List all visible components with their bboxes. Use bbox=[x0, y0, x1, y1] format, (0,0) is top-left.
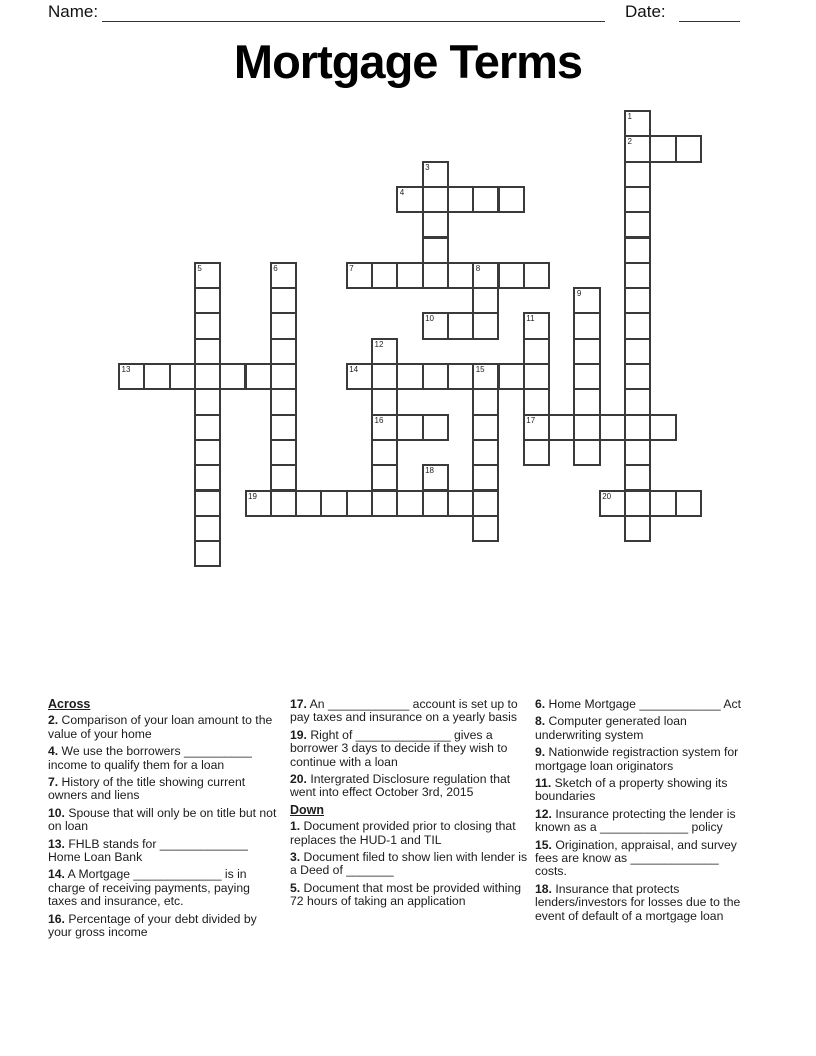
grid-cell bbox=[447, 490, 474, 517]
clue-number: 3. bbox=[290, 850, 301, 865]
cell-number: 12 bbox=[374, 339, 384, 349]
clue-column-2 bbox=[290, 698, 530, 913]
grid-cell bbox=[422, 161, 449, 188]
grid-cell bbox=[472, 439, 499, 466]
clue-list-header: Across bbox=[48, 697, 91, 711]
cell-number: 2 bbox=[627, 137, 632, 147]
grid-cell bbox=[447, 186, 474, 213]
clue-number: 16. bbox=[48, 911, 65, 926]
clue-text: An ____________ account is set up to pay taxes and insurance on a yearly basis bbox=[290, 697, 518, 725]
cell-number: 17 bbox=[526, 415, 536, 425]
grid-cell bbox=[624, 161, 651, 188]
grid-cell bbox=[447, 262, 474, 289]
grid-cell bbox=[624, 464, 651, 491]
clue-number: 2. bbox=[48, 713, 59, 728]
cell-number: 14 bbox=[349, 365, 359, 374]
grid-cell bbox=[422, 414, 449, 441]
grid-cell bbox=[194, 414, 221, 441]
name-label: Name: bbox=[48, 2, 99, 21]
grid-cell bbox=[194, 363, 221, 390]
clue-across-14 bbox=[48, 868, 280, 908]
grid-cell bbox=[422, 464, 449, 491]
date-blank-line bbox=[679, 21, 740, 22]
grid-cell bbox=[245, 490, 272, 517]
grid-cell bbox=[194, 464, 221, 491]
grid-cell bbox=[472, 186, 499, 213]
grid-cell bbox=[143, 363, 170, 390]
clue-text: Percentage of your debt divided by your gross income bbox=[48, 911, 257, 940]
clue-down-12 bbox=[535, 808, 753, 835]
cell-number: 6 bbox=[273, 263, 278, 273]
clue-number: 5. bbox=[290, 880, 301, 895]
grid-cell bbox=[573, 414, 600, 441]
grid-cell bbox=[270, 312, 297, 339]
clue-column-3 bbox=[535, 698, 753, 927]
clue-text: We use the borrowers __________ income to qualify them for a loan bbox=[48, 744, 252, 772]
clue-text: Home Mortgage ____________ Act bbox=[545, 697, 741, 711]
grid-cell bbox=[624, 414, 651, 441]
grid-cell bbox=[472, 414, 499, 441]
clue-across-16 bbox=[48, 913, 280, 940]
clue-text: Document that most be provided withing 72 hours of taking an application bbox=[290, 880, 522, 909]
clue-text: FHLB stands for _____________ Home Loan Bank bbox=[48, 836, 248, 865]
grid-cell bbox=[422, 262, 449, 289]
clue-number: 10. bbox=[48, 805, 65, 820]
grid-cell bbox=[396, 490, 423, 517]
grid-cell bbox=[523, 312, 550, 339]
cell-number: 3 bbox=[425, 162, 430, 172]
clue-number: 14. bbox=[48, 867, 65, 882]
clue-text: A Mortgage _____________ is in charge of receiving payments, paying taxes and insurance, etc. bbox=[48, 867, 250, 909]
clue-number: 8. bbox=[535, 714, 546, 729]
cell-number: 7 bbox=[349, 263, 354, 273]
grid-cell bbox=[194, 338, 221, 365]
clue-list-header: Down bbox=[290, 802, 325, 817]
grid-cell bbox=[523, 338, 550, 365]
clue-across-2 bbox=[48, 714, 280, 741]
grid-cell bbox=[320, 490, 347, 517]
clue-text: Comparison of your loan amount to the value of your home bbox=[48, 713, 273, 741]
grid-cell bbox=[624, 110, 651, 137]
grid-cell bbox=[270, 262, 297, 289]
clue-down-5 bbox=[290, 882, 530, 909]
grid-cell bbox=[523, 439, 550, 466]
grid-cell bbox=[498, 363, 525, 390]
grid-cell bbox=[422, 211, 449, 238]
cell-number: 8 bbox=[475, 263, 481, 273]
grid-cell bbox=[346, 363, 373, 390]
grid-cell bbox=[371, 338, 398, 365]
grid-cell bbox=[194, 540, 221, 567]
clue-number: 12. bbox=[535, 806, 552, 821]
clue-text: Insurance that protects lenders/investors for losses due to the event of default of a mortgage loan bbox=[535, 881, 741, 923]
grid-cell bbox=[219, 363, 246, 390]
grid-cell bbox=[472, 464, 499, 491]
grid-cell bbox=[270, 439, 297, 466]
grid-cell bbox=[624, 211, 651, 238]
grid-cell bbox=[498, 262, 525, 289]
clue-text: Document provided prior to closing that replaces the HUD-1 and TIL bbox=[290, 819, 516, 847]
grid-cell bbox=[624, 287, 651, 314]
page-title: Mortgage Terms bbox=[233, 35, 583, 88]
clue-across-13 bbox=[48, 838, 280, 865]
grid-cell bbox=[573, 363, 600, 390]
grid-cell bbox=[118, 363, 145, 390]
grid-cell bbox=[472, 515, 499, 542]
grid-cell bbox=[447, 312, 474, 339]
grid-cell bbox=[371, 490, 398, 517]
clue-text: Computer generated loan underwriting system bbox=[535, 714, 687, 742]
grid-cell bbox=[649, 135, 676, 162]
clue-down-8 bbox=[535, 715, 753, 742]
grid-cell bbox=[194, 439, 221, 466]
clue-down-6 bbox=[535, 698, 753, 711]
grid-cell bbox=[573, 439, 600, 466]
grid-cell bbox=[573, 287, 600, 314]
clue-number: 7. bbox=[48, 775, 59, 790]
grid-cell bbox=[472, 262, 499, 289]
grid-cell bbox=[624, 262, 651, 289]
grid-cell bbox=[371, 388, 398, 415]
clue-across-19 bbox=[290, 729, 530, 769]
grid-cell bbox=[371, 262, 398, 289]
grid-cell bbox=[422, 186, 449, 213]
grid-cell bbox=[624, 237, 651, 264]
clue-text: Insurance protecting the lender is known as a _____________ policy bbox=[535, 806, 736, 835]
grid-cell bbox=[624, 312, 651, 339]
clue-number: 9. bbox=[535, 745, 546, 760]
grid-cell bbox=[295, 490, 322, 517]
grid-cell bbox=[472, 388, 499, 415]
grid-cell bbox=[472, 312, 499, 339]
grid-cell bbox=[194, 287, 221, 314]
grid-cell bbox=[270, 464, 297, 491]
cell-number: 1 bbox=[627, 112, 632, 121]
grid-cell bbox=[270, 338, 297, 365]
grid-cell bbox=[270, 287, 297, 314]
grid-cell bbox=[270, 388, 297, 415]
grid-cell bbox=[270, 363, 297, 390]
grid-cell bbox=[573, 312, 600, 339]
clue-down-18 bbox=[535, 883, 753, 923]
grid-cell bbox=[523, 388, 550, 415]
grid-cell bbox=[599, 490, 626, 517]
cell-number: 19 bbox=[248, 491, 257, 501]
cell-number: 18 bbox=[425, 466, 434, 476]
grid-cell bbox=[649, 414, 676, 441]
grid-cell bbox=[194, 515, 221, 542]
clue-text: Document filed to show lien with lender is a Deed of _______ bbox=[290, 850, 528, 878]
clue-number: 17. bbox=[290, 697, 307, 711]
grid-cell bbox=[624, 186, 651, 213]
grid-cell bbox=[573, 388, 600, 415]
grid-cell bbox=[624, 363, 651, 390]
clue-down-11 bbox=[535, 777, 753, 804]
grid-cell bbox=[346, 490, 373, 517]
clue-down-1 bbox=[290, 820, 530, 847]
cell-number: 4 bbox=[399, 187, 405, 197]
cell-number: 13 bbox=[121, 365, 131, 374]
grid-cell bbox=[624, 338, 651, 365]
clue-down-3 bbox=[290, 851, 530, 878]
grid-cell bbox=[194, 262, 221, 289]
grid-cell bbox=[422, 363, 449, 390]
clue-number: 6. bbox=[535, 697, 546, 711]
grid-cell bbox=[396, 262, 423, 289]
cell-number: 11 bbox=[526, 314, 535, 324]
grid-cell bbox=[194, 312, 221, 339]
grid-cell bbox=[396, 363, 423, 390]
grid-cell bbox=[270, 414, 297, 441]
grid-cell bbox=[498, 186, 525, 213]
grid-cell bbox=[447, 363, 474, 390]
grid-cell bbox=[649, 490, 676, 517]
clue-text: Sketch of a property showing its boundaries bbox=[535, 776, 728, 804]
grid-cell bbox=[624, 388, 651, 415]
grid-cell bbox=[194, 388, 221, 415]
clue-column-1 bbox=[48, 698, 280, 944]
clue-across-4 bbox=[48, 745, 280, 772]
clue-across-17 bbox=[290, 698, 530, 725]
grid-cell bbox=[422, 237, 449, 264]
clue-text: Origination, appraisal, and survey fees are know as _____________ costs. bbox=[535, 837, 737, 879]
grid-cell bbox=[371, 414, 398, 441]
grid-cell bbox=[599, 414, 626, 441]
clue-down-15 bbox=[535, 839, 753, 879]
clue-text: Spouse that will only be on title but not on loan bbox=[48, 805, 277, 834]
cell-number: 16 bbox=[374, 415, 384, 425]
clue-number: 1. bbox=[290, 819, 301, 834]
cell-number: 20 bbox=[602, 491, 612, 501]
grid-cell bbox=[624, 439, 651, 466]
grid-cell bbox=[422, 312, 449, 339]
grid-cell bbox=[573, 338, 600, 365]
grid-cell bbox=[245, 363, 272, 390]
grid-cell bbox=[472, 490, 499, 517]
grid-cell bbox=[194, 490, 221, 517]
clue-text: History of the title showing current owners and liens bbox=[48, 775, 246, 803]
clue-number: 20. bbox=[290, 772, 307, 787]
grid-cell bbox=[169, 363, 196, 390]
grid-cell bbox=[624, 135, 651, 162]
grid-cell bbox=[675, 490, 702, 517]
grid-cell bbox=[624, 490, 651, 517]
clue-across-10 bbox=[48, 807, 280, 834]
grid-cell bbox=[523, 414, 550, 441]
date-label: Date: bbox=[625, 2, 666, 21]
cell-number: 15 bbox=[475, 365, 485, 374]
grid-cell bbox=[523, 262, 550, 289]
clue-number: 13. bbox=[48, 836, 65, 851]
clue-across-7 bbox=[48, 776, 280, 803]
clue-number: 18. bbox=[535, 881, 552, 896]
crossword-grid bbox=[118, 110, 704, 570]
grid-cell bbox=[472, 363, 499, 390]
clue-text: Right of ______________ gives a borrower 3 days to decide if they wish to continue with a loan bbox=[290, 727, 508, 769]
cell-number: 5 bbox=[197, 263, 202, 273]
clue-number: 19. bbox=[290, 727, 307, 742]
grid-cell bbox=[270, 490, 297, 517]
clue-text: Nationwide registraction system for mortgage loan originators bbox=[535, 745, 739, 773]
grid-cell bbox=[396, 186, 423, 213]
grid-cell bbox=[371, 464, 398, 491]
grid-cell bbox=[523, 363, 550, 390]
grid-cell bbox=[675, 135, 702, 162]
grid-cell bbox=[624, 515, 651, 542]
grid-cell bbox=[346, 262, 373, 289]
grid-cell bbox=[422, 490, 449, 517]
clue-number: 4. bbox=[48, 744, 59, 759]
grid-cell bbox=[371, 439, 398, 466]
cell-number: 9 bbox=[576, 289, 582, 299]
clue-number: 15. bbox=[535, 837, 552, 852]
grid-cell bbox=[548, 414, 575, 441]
clue-across-20 bbox=[290, 773, 530, 800]
name-blank-line bbox=[102, 21, 605, 22]
clue-text: Intergrated Disclosure regulation that went into effect October 3rd, 2015 bbox=[290, 772, 511, 800]
grid-cell bbox=[371, 363, 398, 390]
grid-cell bbox=[472, 287, 499, 314]
clue-down-9 bbox=[535, 746, 753, 773]
grid-cell bbox=[396, 414, 423, 441]
cell-number: 10 bbox=[425, 314, 434, 324]
clue-number: 11. bbox=[535, 776, 552, 791]
